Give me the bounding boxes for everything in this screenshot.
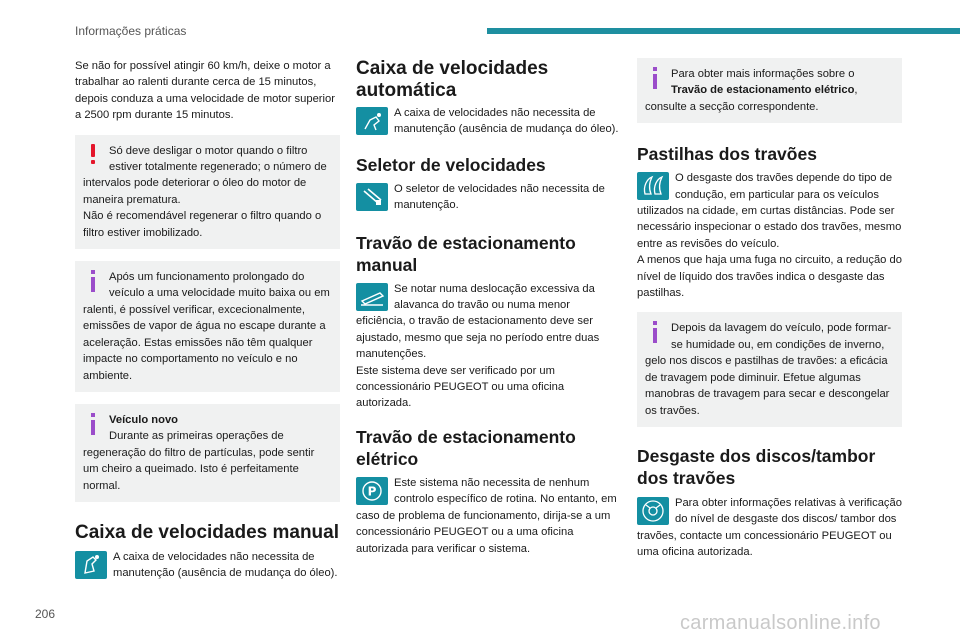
watermark: carmanualsonline.info: [680, 612, 881, 634]
info-suffix: , consulte a secção correspondente.: [645, 84, 858, 113]
manual-brake-text-2: Este sistema deve ser verificado por um concessionário PEUGEOT ou uma oficina autorizada.: [356, 364, 565, 410]
heading-gear-selector: Seletor de velocidades: [356, 154, 546, 175]
intro-paragraph: Se não for possível atingir 60 km/h, deixe o motor a trabalhar ao ralenti durante cerca de 15 minutos, depois conduza a uma velocidade de motor superior a 2500 rpm durante 15 minutos.: [75, 60, 335, 122]
info-icon: [647, 321, 665, 343]
auto-gearbox-text: A caixa de velocidades não necessita de manutenção (ausência de mudança do óleo).: [394, 107, 619, 136]
info-icon: [85, 413, 103, 435]
info-icon: [647, 67, 665, 89]
warning-text-2: Não é recomendável regenerar o filtro quando o filtro estiver imobilizado.: [83, 210, 322, 239]
info-prefix: Para obter mais informações sobre o: [671, 68, 855, 80]
info-text-2: Durante as primeiras operações de regeneração do filtro de partículas, pode sentir um cheiro a queimado. Isto é perfeitamente normal.: [83, 430, 315, 492]
info-text-1: Após um funcionamento prolongado do veículo a uma velocidade muito baixa ou em ralenti, é possível verificar, excecionalmente, emissões de vapor de água no escape durante a aceleração. Estas emissões não têm qualquer impacte no comportamento no veículo e no ambiente.: [83, 271, 330, 382]
header-accent-bar: [487, 28, 960, 34]
column-1: [75, 58, 340, 582]
brake-pads-icon: [637, 172, 669, 200]
info-callout-2: [75, 404, 340, 502]
gear-selector-icon: [356, 183, 388, 211]
header-title: Informações práticas: [75, 24, 187, 38]
electric-brake-text: Este sistema não necessita de nenhum controlo específico de rotina. No entanto, em caso de problema de funcionamento, dirija-se a um concessionário PEUGEOT ou a uma oficina autorizada para verificar o sistema.: [356, 476, 617, 555]
disc-wear-text: Para obter informações relativas à verificação do nível de desgaste dos discos/ tambor dos travões, contacte um concessionário PEUGEOT ou uma oficina autorizada.: [637, 496, 902, 559]
warning-text-1: Só deve desligar o motor quando o filtro estiver totalmente regenerado; o número de intervalos pode deteriorar o óleo do motor de maneira prematura.: [83, 144, 327, 206]
heading-brake-pads: Pastilhas dos travões: [637, 144, 817, 165]
brake-disc-icon: [637, 497, 669, 525]
info-icon: [85, 270, 103, 292]
electric-parking-brake-icon: [356, 477, 388, 505]
info-callout-1: [75, 261, 340, 392]
info-callout-washing: [637, 312, 902, 426]
info-electric-brake-text: [645, 66, 892, 115]
heading-electric-parking-brake: Travão de estacionamento elétrico: [356, 426, 576, 469]
svg-text:P: P: [367, 484, 377, 499]
manual-brake-text-1: Se notar numa deslocação excessiva da alavanca do travão ou numa menor eficiência, o travão de estacionamento deve ser ajustado, mesmo que seja no período entre duas manutenções.: [356, 282, 600, 361]
gear-selector-text: O seletor de velocidades não necessita de manutenção.: [394, 182, 605, 212]
info-callout-electric-brake: [637, 58, 902, 123]
gearbox-icon: [356, 107, 388, 135]
column-2: [356, 58, 621, 557]
heading-manual-gearbox: Caixa de velocidades manual: [75, 521, 340, 543]
heading-disc-drum-wear: Desgaste dos discos/tambor dos travões: [637, 445, 876, 488]
info-washing-text: Depois da lavagem do veículo, pode formar-se humidade ou, em condições de inverno, gelo nos discos e pastilhas de travões: a eficácia de travagem pode diminuir. Efetue algumas manobras de travagem para secar e descongelar os travões.: [645, 322, 892, 417]
gearbox-icon: [75, 551, 107, 579]
info-bold-term: Travão de estacionamento elétrico: [671, 84, 855, 97]
brake-pads-text-2: A menos que haja uma fuga no circuito, a redução do nível de líquido dos travões indica o desgaste das pastilhas.: [637, 254, 902, 300]
column-3: [637, 58, 902, 561]
manual-gearbox-text: A caixa de velocidades não necessita de manutenção (ausência de mudança do óleo).: [113, 550, 338, 580]
heading-auto-gearbox: Caixa de velocidades automática: [356, 58, 549, 101]
page-number: 206: [35, 607, 56, 621]
heading-manual-parking-brake: Travão de estacionamento manual: [356, 232, 576, 275]
warning-callout: [75, 135, 340, 249]
brake-pads-text-1: O desgaste dos travões depende do tipo de condução, em particular para os veículos utilizados na cidade, em curtas distâncias. Pode ser necessário inspecionar o estado dos travões, mesmo entre as revisões do veículo.: [637, 172, 902, 250]
warning-icon: [85, 144, 103, 166]
handbrake-icon: [356, 283, 388, 311]
info-title-new-vehicle: Veículo novo: [109, 413, 179, 426]
